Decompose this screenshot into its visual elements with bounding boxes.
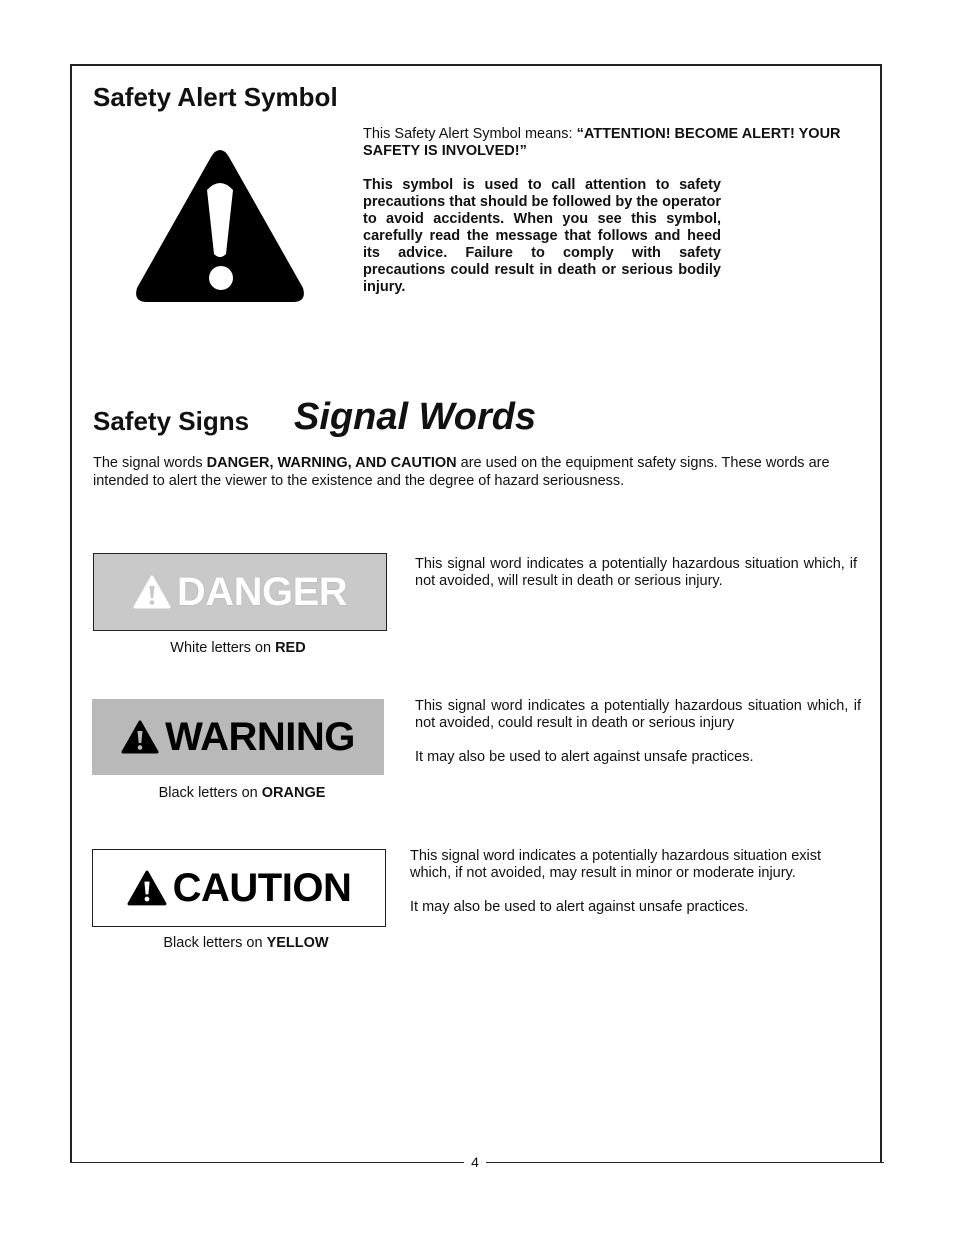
warning-text: This signal word indicates a potentially hazardous situation which, if not avoided, could result in death or serious injury <box>415 698 861 731</box>
danger-caption <box>93 640 383 656</box>
signal-words-intro <box>93 454 863 490</box>
danger-caption-prefix: White letters on <box>170 640 276 656</box>
warning-caption-prefix: Black letters on <box>158 785 262 801</box>
danger-sign <box>93 553 387 631</box>
warning-description <box>415 698 861 766</box>
intro-bold: DANGER, WARNING, AND CAUTION <box>206 455 457 471</box>
caution-sign <box>92 849 386 927</box>
warning-word: WARNING <box>165 714 355 759</box>
warning-sign <box>92 699 384 775</box>
caution-caption-prefix: Black letters on <box>163 935 267 951</box>
alert-meaning-prefix: This Safety Alert Symbol means: <box>363 126 577 142</box>
alert-description: This symbol is used to call attention to safety precautions that should be followed by the operator to avoid accidents. When you see this symbol, carefully read the message that follows and heed its advice. Failure to comply with safety precautions could result in death or serious bodily injury. <box>363 177 721 295</box>
warning-triangle-icon <box>133 146 307 306</box>
danger-alert-icon <box>133 575 171 609</box>
caution-caption <box>92 935 400 951</box>
caution-alert-icon <box>127 870 167 906</box>
caution-text-2: It may also be used to alert against unsafe practices. <box>410 899 749 915</box>
caution-caption-color: YELLOW <box>266 935 329 951</box>
intro-suffix: are used on the equipment safety signs. These words are intended to alert the viewer to the existence and the degree of hazard seriousness. <box>93 455 830 489</box>
danger-word: DANGER <box>176 569 348 614</box>
caution-word: CAUTION <box>172 865 352 910</box>
alert-meaning <box>363 126 843 160</box>
alert-meaning-bold: “ATTENTION! BECOME ALERT! YOUR SAFETY IS INVOLVED!” <box>363 126 841 159</box>
warning-text-2: It may also be used to alert against unsafe practices. <box>415 749 754 765</box>
page-number: 4 <box>471 1154 479 1170</box>
warning-alert-icon <box>121 720 159 754</box>
danger-description <box>415 556 857 590</box>
danger-caption-color: RED <box>275 640 306 656</box>
safety-signs-title: Safety Signs <box>93 406 250 436</box>
safety-alert-title: Safety Alert Symbol <box>93 82 338 112</box>
warning-caption-color: ORANGE <box>261 785 326 801</box>
intro-prefix: The signal words <box>93 455 207 471</box>
footer-rule-right <box>486 1162 884 1163</box>
warning-caption <box>92 785 392 801</box>
danger-text: This signal word indicates a potentially hazardous situation which, if not avoided, will result in death or serious injury. <box>415 556 857 589</box>
caution-description <box>410 848 865 916</box>
signal-words-title: Signal Words <box>294 396 537 438</box>
caution-text: This signal word indicates a potentially hazardous situation exist which, if not avoided, may result in minor or moderate injury. <box>410 848 822 881</box>
footer-rule-left <box>70 1162 464 1163</box>
